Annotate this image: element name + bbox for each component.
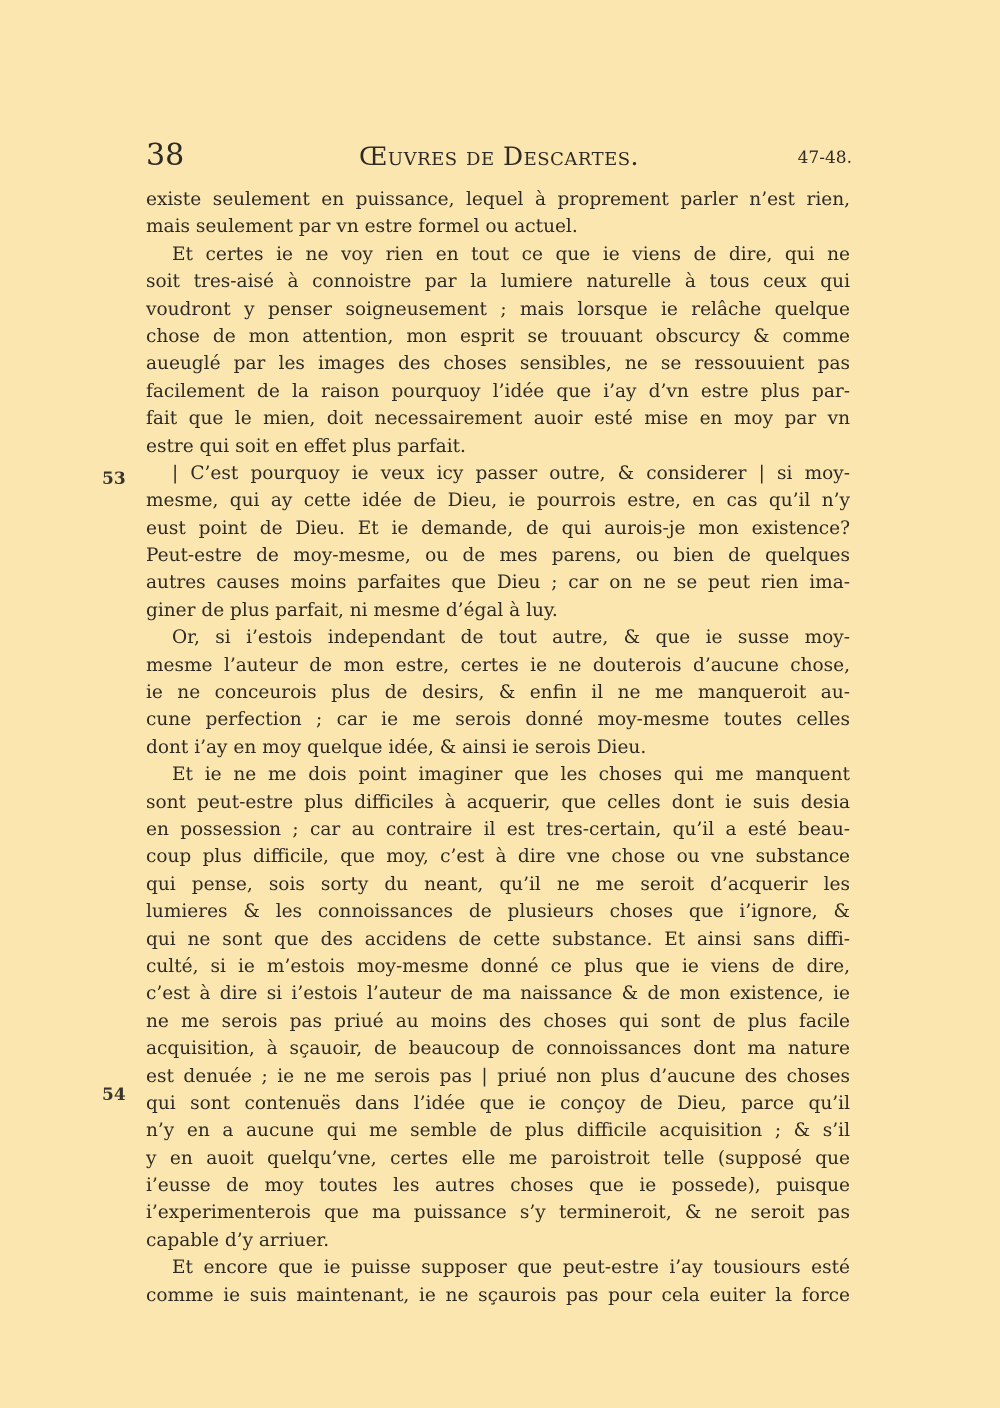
text-line: Et encore que ie puisse supposer que peut-estre i’ay tousiours esté <box>172 1257 850 1279</box>
text-line: mesme l’auteur de mon estre, certes ie ne douterois d’aucune chose, <box>146 654 850 676</box>
text-line: ie ne conceurois plus de desirs, & enfin il ne me manqueroit au- <box>146 682 850 704</box>
text-line: Or, si i’estois independant de tout autre, & que ie susse moy- <box>172 627 850 649</box>
text-line: mesme, qui ay cette idée de Dieu, ie pourrois estre, en cas qu’il n’y <box>146 490 850 512</box>
text-line: acquisition, à sçauoir, de beaucoup de connoissances dont ma nature <box>146 1038 850 1060</box>
running-title: Œuvres de Descartes. <box>358 142 640 171</box>
text-line: c’est à dire si i’estois l’auteur de ma naissance & de mon existence, ie <box>146 983 850 1005</box>
text-line: culté, si ie m’estois moy-mesme donné ce plus que ie viens de dire, <box>146 955 850 977</box>
page-range: 47-48. <box>797 148 852 168</box>
text-line: aueuglé par les images des choses sensibles, ne se ressouuient pas <box>146 353 850 375</box>
text-line: lumieres & les connoissances de plusieurs choses que i’ignore, & <box>146 901 850 923</box>
text-line: qui pense, sois sorty du neant, qu’il ne me seroit d’acquerir les <box>146 873 850 895</box>
text-line: giner de plus parfait, ni mesme d’égal à luy. <box>146 599 558 621</box>
text-line: ne me serois pas priué au moins des choses qui sont de plus facile <box>146 1010 850 1032</box>
text-line: i’eusse de moy toutes les autres choses que ie possede), puisque <box>146 1175 850 1197</box>
text-line: n’y en a aucune qui me semble de plus difficile acquisition ; & s’il <box>146 1120 850 1142</box>
text-line: eust point de Dieu. Et ie demande, de qui aurois-je mon existence? <box>146 517 850 539</box>
text-line: soit tres-aisé à connoistre par la lumiere naturelle à tous ceux qui <box>146 271 850 293</box>
text-line: fait que le mien, doit necessairement auoir esté mise en moy par vn <box>146 408 850 430</box>
page-header <box>146 138 852 178</box>
text-line: cune perfection ; car ie me serois donné moy-mesme toutes celles <box>146 709 850 731</box>
text-line: autres causes moins parfaites que Dieu ; car on ne se peut rien ima- <box>146 572 850 594</box>
text-line: y en auoit quelqu’vne, certes elle me paroistroit telle (supposé que <box>146 1147 850 1169</box>
text-line: sont peut-estre plus difficiles à acquerir, que celles dont ie suis desia <box>146 791 850 813</box>
text-line: coup plus difficile, que moy, c’est à dire vne chose ou vne substance <box>146 846 850 868</box>
text-line: existe seulement en puissance, lequel à proprement parler n’est rien, <box>146 189 850 210</box>
text-line: Peut-estre de moy-mesme, ou de mes parens, ou bien de quelques <box>146 545 850 567</box>
text-line: Et certes ie ne voy rien en tout ce que ie viens de dire, qui ne <box>172 243 850 265</box>
text-line: qui sont contenuës dans l’idée que ie conçoy de Dieu, parce qu’il <box>146 1092 850 1114</box>
text-line: | C’est pourquoy ie veux icy passer outre, & considerer | si moy- <box>172 462 850 484</box>
text-line: facilement de la raison pourquoy l’idée que i’ay d’vn estre plus par- <box>146 380 850 402</box>
text-line: voudront y penser soigneusement ; mais lorsque ie relâche quelque <box>146 298 850 320</box>
text-line: i’experimenterois que ma puissance s’y termineroit, & ne seroit pas <box>146 1202 850 1224</box>
text-line: Et ie ne me dois point imaginer que les choses qui me manquent <box>172 764 850 786</box>
margin-note: 54 <box>102 1085 126 1105</box>
page-number: 38 <box>146 138 185 173</box>
margin-note: 53 <box>102 469 126 489</box>
text-line: est denuée ; ie ne me serois pas | priué non plus d’aucune des choses <box>146 1065 850 1087</box>
text-line: mais seulement par vn estre formel ou actuel. <box>146 216 578 238</box>
text-line: comme ie suis maintenant, ie ne sçaurois pas pour cela euiter la force <box>146 1284 850 1306</box>
text-line: chose de mon attention, mon esprit se trouuant obscurcy & comme <box>146 325 850 347</box>
body-text <box>146 186 850 1309</box>
text-line: qui ne sont que des accidens de cette substance. Et ainsi sans diffi- <box>146 928 850 950</box>
text-line: capable d’y arriuer. <box>146 1229 330 1251</box>
text-line: dont i’ay en moy quelque idée, & ainsi ie serois Dieu. <box>146 736 647 758</box>
text-line: estre qui soit en effet plus parfait. <box>146 435 466 457</box>
text-line: en possession ; car au contraire il est tres-certain, qu’il a esté beau- <box>146 818 850 840</box>
